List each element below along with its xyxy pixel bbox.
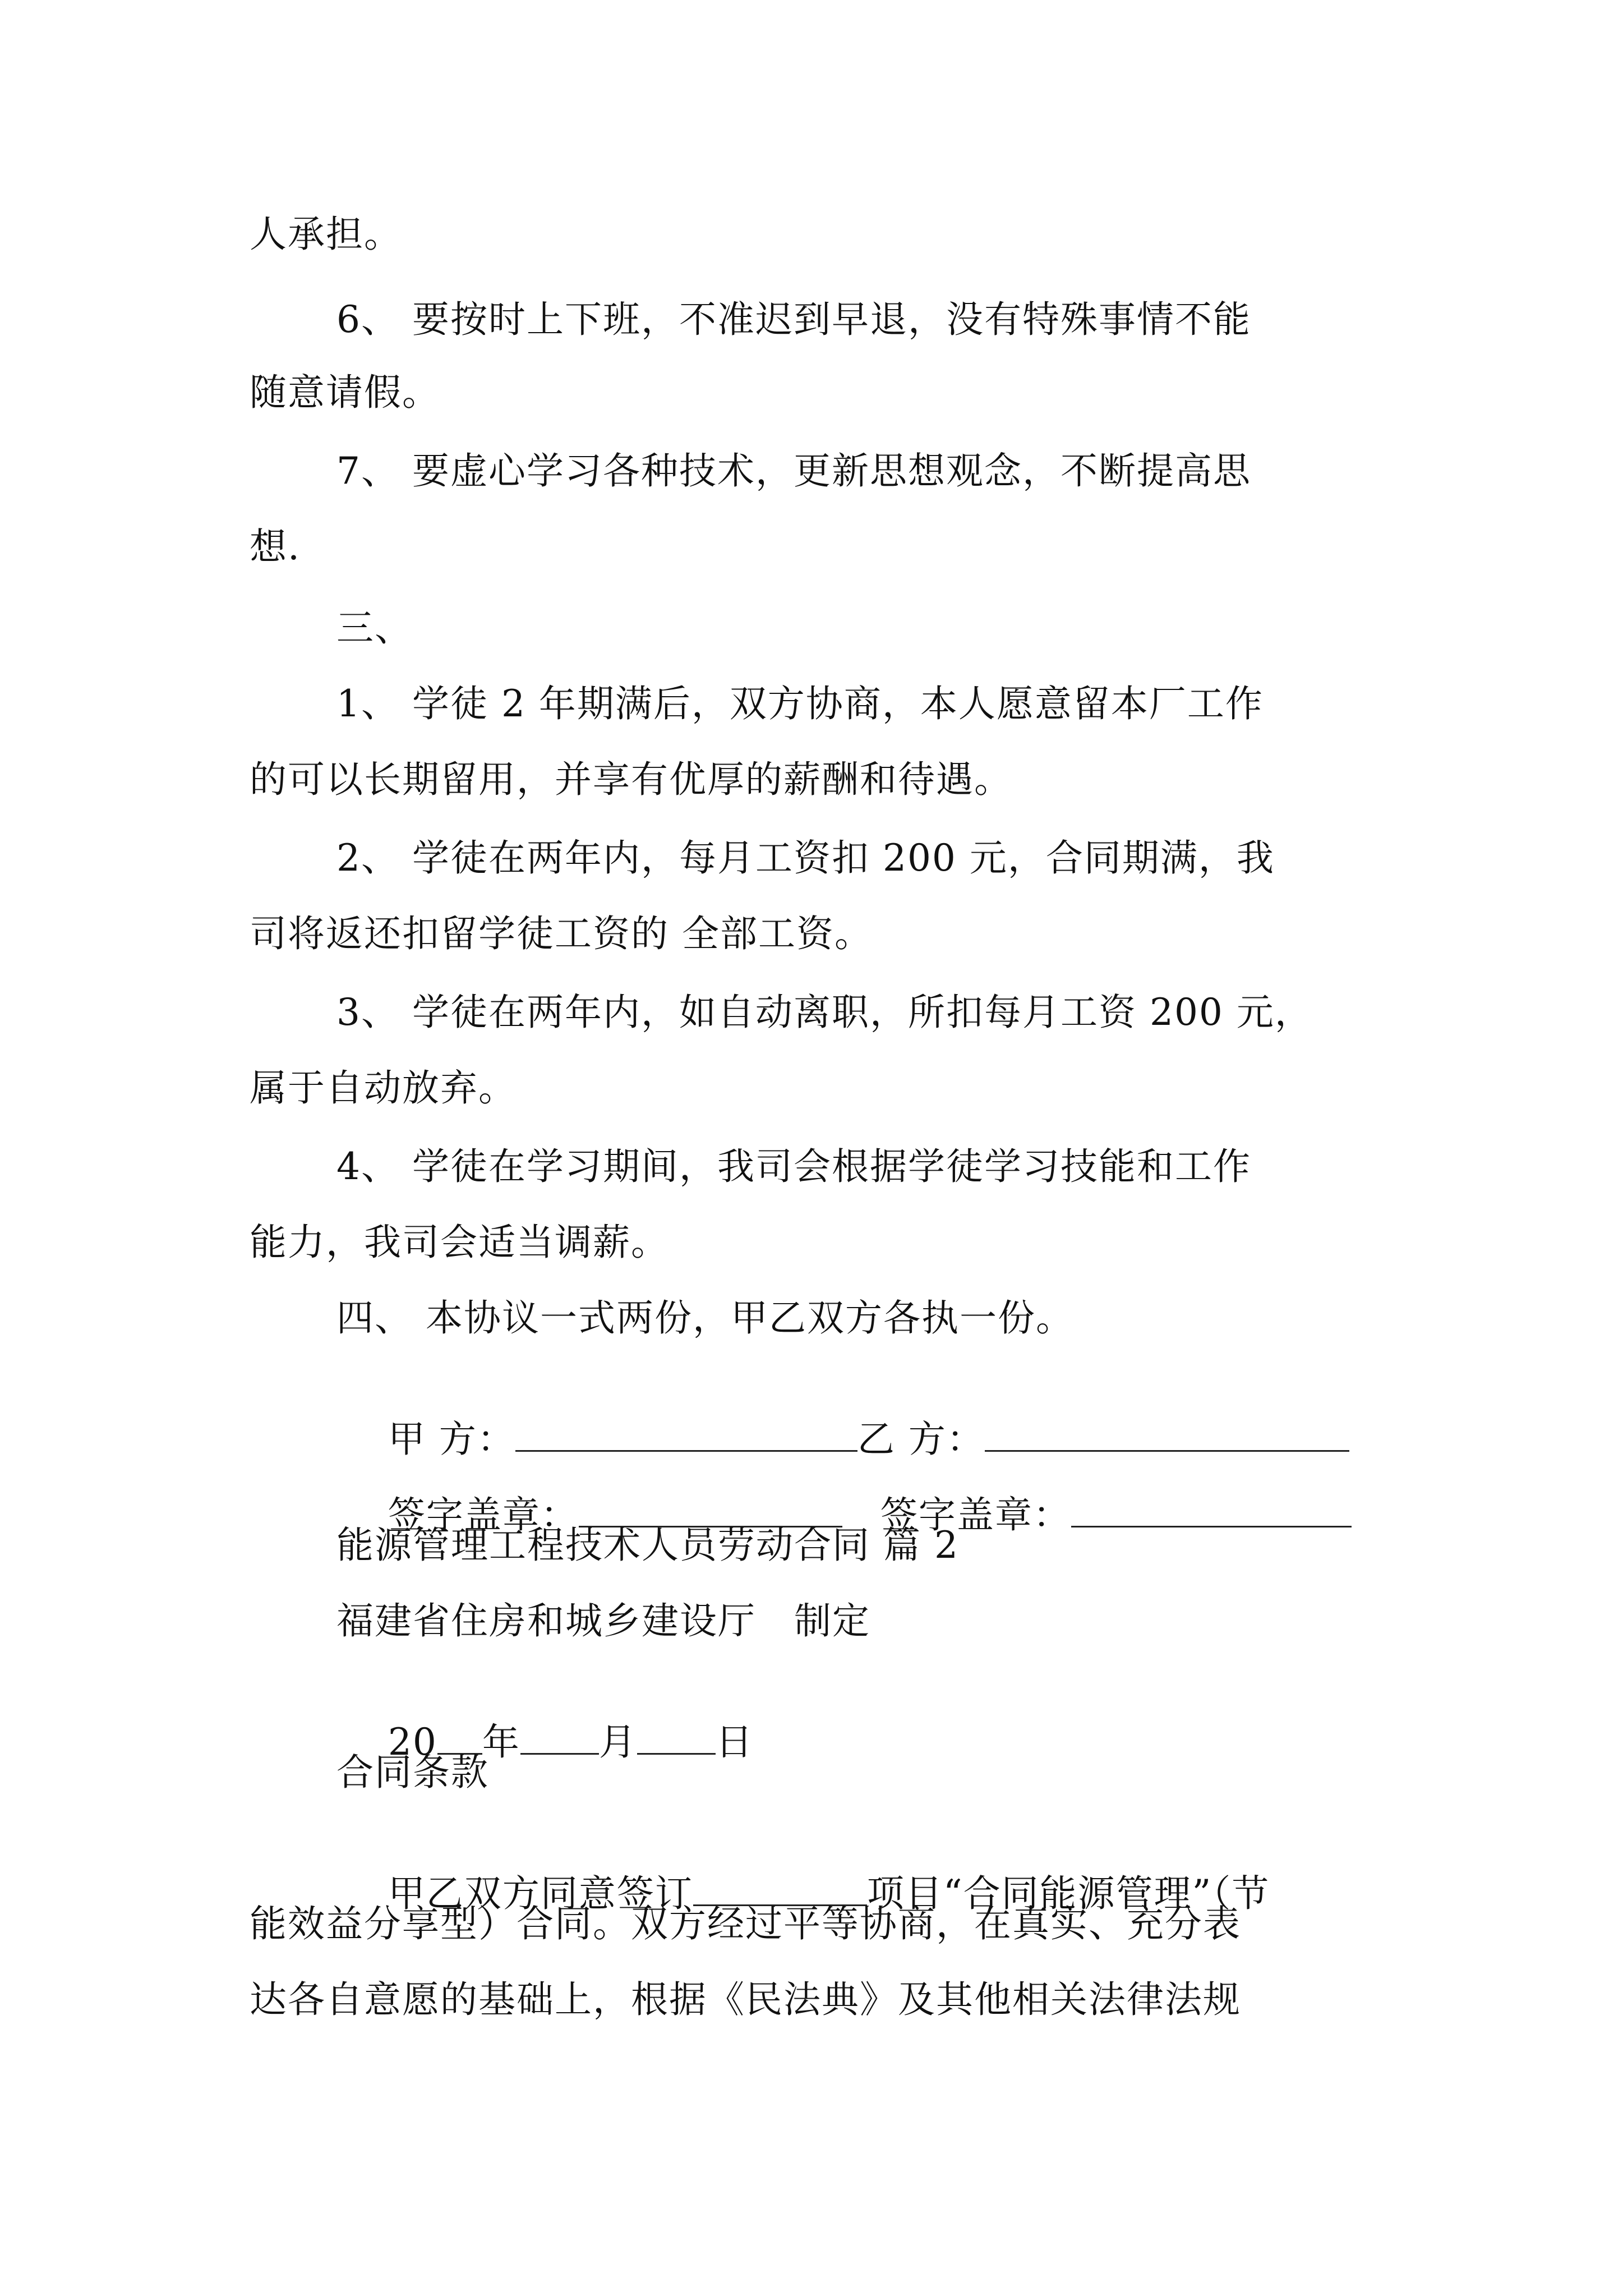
- sign-b-label: 签字盖章：: [880, 1493, 1071, 1536]
- terms-line-1-a: 甲乙双方同意签订: [388, 1872, 693, 1915]
- clause-6-line-1: 6、 要按时上下班，不准迟到早退，没有特殊事情不能: [336, 298, 1251, 341]
- party-a-blank: [515, 1416, 857, 1452]
- date-prefix: 20: [388, 1720, 437, 1764]
- sign-b-blank: [1071, 1492, 1352, 1527]
- item-4-line-2: 能力，我司会适当调薪。: [250, 1221, 669, 1264]
- party-a-label: 甲 方：: [388, 1418, 515, 1461]
- sign-a-label: 签字盖章：: [388, 1493, 579, 1536]
- date-year-label: 年: [482, 1720, 520, 1764]
- sign-a-blank: [579, 1492, 842, 1527]
- clause-7-line-2: 想.: [250, 525, 301, 568]
- clause-7-line-1: 7、 要虚心学习各种技术，更新思想观念，不断提高思: [336, 449, 1251, 493]
- item-2-line-1: 2、 学徒在两年内，每月工资扣 200 元，合同期满，我: [336, 836, 1275, 880]
- project-blank: [693, 1871, 867, 1906]
- terms-line-1-b: 项目“合同能源管理”（节: [866, 1872, 1270, 1915]
- text-line-1: 人承担。: [250, 213, 402, 256]
- item-2-line-2: 司将返还扣留学徒工资的 全部工资。: [250, 912, 873, 955]
- contract-terms-heading: 合同条款: [336, 1751, 489, 1794]
- item-1-line-1: 1、 学徒 2 年期满后，双方协商，本人愿意留本厂工作: [336, 682, 1264, 725]
- party-b-blank: [985, 1416, 1349, 1452]
- item-3-line-1: 3、 学徒在两年内，如自动离职，所扣每月工资 200 元，: [336, 991, 1313, 1034]
- terms-line-2: 能效益分享型）合同。双方经过平等协商，在真实、充分表: [250, 1902, 1241, 1945]
- party-b-label: 乙 方：: [857, 1418, 985, 1461]
- date-day-label: 日: [715, 1720, 754, 1764]
- year-blank: [437, 1719, 482, 1755]
- item-4-line-1: 4、 学徒在学习期间，我司会根据学徒学习技能和工作: [336, 1145, 1251, 1188]
- issuer-line: 福建省住房和城乡建设厅 制定: [336, 1599, 870, 1642]
- item-3-line-2: 属于自动放弃。: [250, 1066, 517, 1110]
- day-blank: [637, 1719, 716, 1755]
- section-three-heading: 三、: [336, 606, 413, 650]
- month-blank: [520, 1719, 599, 1755]
- terms-line-3: 达各自意愿的基础上，根据《民法典》及其他相关法律法规: [250, 1978, 1241, 2021]
- clause-6-line-2: 随意请假。: [250, 371, 440, 414]
- item-1-line-2: 的可以长期留用，并享有优厚的薪酬和待遇。: [250, 758, 1012, 801]
- section-four-text: 四、 本协议一式两份，甲乙双方各执一份。: [336, 1296, 1074, 1340]
- date-month-label: 月: [598, 1720, 637, 1764]
- contract-title: 能源管理工程技术人员劳动合同 篇 2: [336, 1524, 959, 1567]
